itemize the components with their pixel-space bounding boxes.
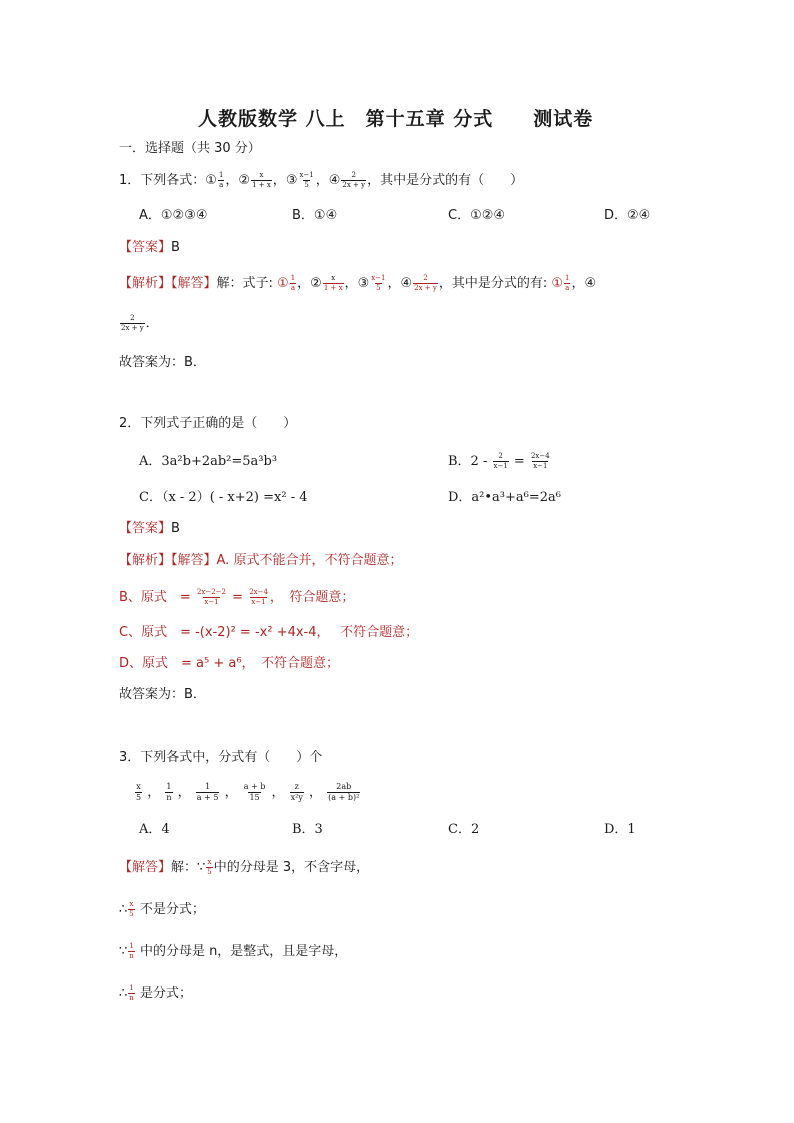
q2-answer: 【答案】B (119, 521, 180, 536)
q2-option-b: B．2 - $\frac{2}{x-1}$ = $\frac{2x-4}{x-1}$ (448, 452, 550, 470)
q2-analysis-a: 【解析】【解答】A. 原式不能合并，不符合题意； (119, 553, 403, 568)
q2-option-a: A．3a²b+2ab²=5a³b³ (139, 454, 278, 469)
q2-stem: 2．下列式子正确的是（ ） (119, 416, 297, 431)
q3-stem: 3．下列各式中，分式有（ ）个 (119, 750, 323, 765)
q2-analysis-c: C、原式 = -(x-2)² = -x² +4x-4， 不符合题意； (119, 625, 419, 640)
q1-result: 故答案为：B． (119, 355, 206, 370)
q1-option-a: A．①②③④ (139, 208, 208, 223)
q1-option-b: B．①④ (292, 208, 338, 223)
q3-solution-3: ∵ $\frac{1}{n}$ 中的分母是 n，是整式，且是字母， (119, 942, 348, 960)
section-heading: 一．选择题（共 30 分） (119, 141, 261, 156)
q3-option-a: A．4 (139, 822, 170, 837)
q3-option-b: B．3 (292, 822, 323, 837)
q2-option-d: D．a²•a³+a⁶=2a⁶ (448, 490, 561, 505)
q3-solution-2: ∴ $\frac{x}{5}$ 不是分式； (119, 900, 205, 918)
q3-expressions: $\frac{x}{5}$ ， $\frac{1}{n}$ ， $\frac{1}{a + 5}$ ， $\frac{a + b}{15}$ ， $\frac{z}{\text{x²y}}$ ， $\frac{2ab}{\text{(a + b)²}}$ (136, 782, 360, 802)
q2-result: 故答案为：B． (119, 687, 206, 702)
q2-option-c: C．（x - 2）( - x+2) =x² - 4 (139, 490, 308, 505)
q1-analysis-cont: $\frac{2}{2x + y}$ ． (121, 314, 159, 332)
q2-analysis-b: B、原式 = $\frac{2x-2-2}{x-1}$ = $\frac{2x-4}{x-1}$ ， 符合题意； (119, 588, 355, 606)
q1-answer: 【答案】B (119, 240, 180, 255)
q3-option-d: D．1 (604, 822, 636, 837)
q1-stem: 1．下列各式：① $\frac{1}{a}$ ，② $\frac{x}{1 + x}$ ，③ $\frac{x-1}{5}$ ，④ $\frac{2}{2x + y}$ ，其中是分式的有（ ） (119, 171, 524, 189)
q3-option-c: C．2 (448, 822, 480, 837)
q1-analysis: 【解析】【解答】解：式子: ① $\frac{1}{a}$ ，② $\frac{x}{1 + x}$ ，③ $\frac{x-1}{5}$ ，④ $\frac{2}{2x + y}$ ，其中是分式的有: ① $\frac{1}{a}$ ，④ (119, 274, 597, 292)
q3-solution-4: ∴ $\frac{1}{n}$ 是分式； (119, 984, 192, 1002)
q2-analysis-d: D、原式 = a⁵ + a⁶， 不符合题意； (119, 656, 340, 671)
q1-option-d: D．②④ (604, 208, 651, 223)
q3-solution-1: 【解答】解：∵ $\frac{x}{5}$ 中的分母是 3，不含字母， (119, 858, 370, 876)
q1-option-c: C．①②④ (448, 208, 506, 223)
page-title: 人教版数学 八上 第十五章 分式 测试卷 (198, 108, 594, 130)
